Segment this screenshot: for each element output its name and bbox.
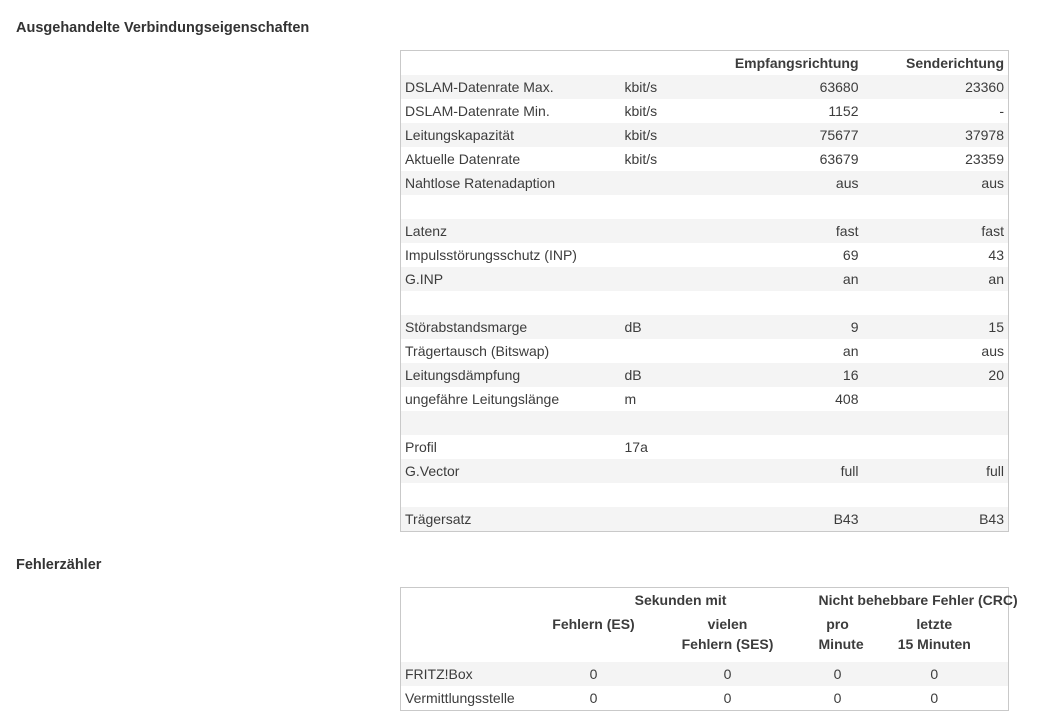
header-send-direction: Senderichtung: [905, 55, 1004, 71]
table-row: [401, 291, 1009, 315]
row-label: Leitungsdämpfung: [401, 363, 621, 387]
row-receive-value: 9: [731, 315, 863, 339]
row-send-value: 23359: [965, 151, 1004, 167]
row-receive-value: full: [731, 459, 863, 483]
row-unit: [621, 267, 731, 291]
row-unit: kbit/s: [624, 103, 658, 119]
row-send-value: [863, 291, 1009, 315]
row-label: ungefähre Leitungslänge: [405, 391, 560, 407]
connection-properties-table: [400, 50, 1009, 532]
row-label: Latenz: [401, 219, 621, 243]
row-send-value: B43: [863, 507, 1009, 532]
row-receive-value: [731, 195, 863, 219]
table-row: [401, 267, 1009, 291]
table-row: [401, 219, 1009, 243]
row-label: G.INP: [401, 267, 621, 291]
header-unit: [621, 51, 731, 76]
row-unit: kbit/s: [621, 75, 731, 99]
row-es-value: 0: [589, 690, 598, 706]
header-last-15-minutes: [861, 612, 1009, 662]
row-unit: m: [624, 391, 637, 407]
row-receive-value: B43: [731, 507, 863, 532]
section-title-error-counter: Fehlerzähler: [16, 557, 102, 573]
row-label: Trägersatz: [401, 507, 621, 532]
table-row: [401, 435, 1009, 459]
row-label: G.Vector: [401, 459, 621, 483]
row-ses-value: 0: [723, 690, 732, 706]
row-label: Trägertausch (Bitswap): [405, 343, 550, 359]
row-label: [401, 483, 621, 507]
row-last-15-value: 0: [861, 662, 1009, 686]
header-ses-line2: Fehlern (SES): [681, 636, 774, 652]
header-es: [547, 612, 641, 662]
section-title-connection-properties: Ausgehandelte Verbindungseigenschaften: [16, 20, 310, 36]
row-send-value: 37978: [863, 123, 1009, 147]
row-unit: [621, 195, 731, 219]
row-receive-value: an: [731, 267, 863, 291]
row-receive-value: 16: [731, 363, 863, 387]
header-15-line1: letzte: [916, 616, 953, 632]
row-label: Vermittlungsstelle: [405, 690, 515, 706]
row-send-value: aus: [981, 343, 1004, 359]
row-receive-value: aus: [731, 171, 863, 195]
row-send-value: -: [999, 103, 1004, 119]
table-row: [401, 459, 1009, 483]
table-row: [401, 195, 1009, 219]
row-receive-value: 75677: [731, 123, 863, 147]
header-empty: [401, 588, 547, 613]
row-receive-value: 63679: [819, 151, 859, 167]
row-send-value: fast: [863, 219, 1009, 243]
row-unit: [621, 219, 731, 243]
header-es-label: Fehlern (ES): [552, 616, 635, 632]
header-ses: [641, 612, 815, 662]
table-row: [401, 686, 1009, 711]
row-send-value: 23360: [863, 75, 1009, 99]
table-row: [401, 123, 1009, 147]
row-unit: dB: [621, 363, 731, 387]
table-row: [401, 339, 1009, 363]
row-send-value: 15: [863, 315, 1009, 339]
row-label: [401, 411, 621, 435]
row-unit: 17a: [624, 439, 648, 455]
header-pro-line2: Minute: [818, 636, 864, 652]
header-crc: Nicht behebbare Fehler (CRC): [818, 592, 1018, 608]
row-receive-value: 63680: [731, 75, 863, 99]
row-label: Profil: [405, 439, 437, 455]
row-receive-value: [731, 435, 863, 459]
row-last-15-value: 0: [930, 690, 939, 706]
table-row: [401, 147, 1009, 171]
table-row: [401, 662, 1009, 686]
table-header-row: [401, 51, 1009, 76]
table-row: [401, 411, 1009, 435]
row-label: Störabstandsmarge: [401, 315, 621, 339]
row-receive-value: 1152: [828, 103, 859, 119]
row-label: Aktuelle Datenrate: [405, 151, 521, 167]
row-send-value: [863, 483, 1009, 507]
header-label: [401, 51, 621, 76]
header-empty: [401, 612, 547, 662]
row-receive-value: [731, 483, 863, 507]
row-receive-value: [731, 291, 863, 315]
row-unit: [621, 507, 731, 532]
row-es-value: 0: [547, 662, 641, 686]
row-label: Impulsstörungsschutz (INP): [405, 247, 577, 263]
table-row: [401, 171, 1009, 195]
header-receive-direction: Empfangsrichtung: [734, 55, 859, 71]
row-label: Nahtlose Ratenadaption: [401, 171, 621, 195]
row-label: [401, 291, 621, 315]
row-label: [401, 195, 621, 219]
table-row: [401, 99, 1009, 123]
table-row: [401, 387, 1009, 411]
row-send-value: 43: [988, 247, 1004, 263]
row-send-value: [863, 387, 1009, 411]
row-unit: [621, 339, 731, 363]
table-row: [401, 483, 1009, 507]
row-receive-value: an: [842, 343, 859, 359]
row-per-minute-value: 0: [815, 662, 861, 686]
header-seconds-with: Sekunden mit: [634, 592, 727, 608]
row-send-value: [863, 411, 1009, 435]
row-receive-value: 69: [842, 247, 859, 263]
row-unit: [621, 411, 731, 435]
header-per-minute: [815, 612, 864, 662]
error-column-header-row: [401, 612, 1009, 662]
header-15-line2: 15 Minuten: [897, 636, 971, 652]
row-label: DSLAM-Datenrate Max.: [401, 75, 621, 99]
row-label: FRITZ!Box: [401, 662, 547, 686]
row-unit: kbit/s: [621, 123, 731, 147]
row-unit: [621, 171, 731, 195]
table-row: [401, 507, 1009, 532]
row-unit: [621, 291, 731, 315]
error-counter-table: [400, 587, 1018, 711]
row-unit: kbit/s: [624, 151, 658, 167]
row-send-value: aus: [863, 171, 1009, 195]
row-send-value: full: [863, 459, 1009, 483]
row-send-value: [863, 195, 1009, 219]
row-unit: [621, 243, 731, 267]
row-unit: dB: [621, 315, 731, 339]
row-receive-value: fast: [731, 219, 863, 243]
error-group-header-row: [401, 588, 1009, 613]
table-row: [401, 243, 1009, 267]
row-send-value: 20: [863, 363, 1009, 387]
table-row: [401, 315, 1009, 339]
row-label: Leitungskapazität: [401, 123, 621, 147]
row-unit: [621, 483, 731, 507]
row-send-value: [863, 435, 1009, 459]
row-ses-value: 0: [641, 662, 815, 686]
row-send-value: an: [863, 267, 1009, 291]
table-row: [401, 363, 1009, 387]
row-receive-value: [731, 411, 863, 435]
row-per-minute-value: 0: [833, 690, 842, 706]
row-unit: [621, 459, 731, 483]
header-pro-line1: pro: [826, 616, 849, 632]
header-ses-line1: vielen: [707, 616, 748, 632]
table-row: [401, 75, 1009, 99]
row-receive-value: 408: [835, 391, 859, 407]
row-label: DSLAM-Datenrate Min.: [405, 103, 550, 119]
